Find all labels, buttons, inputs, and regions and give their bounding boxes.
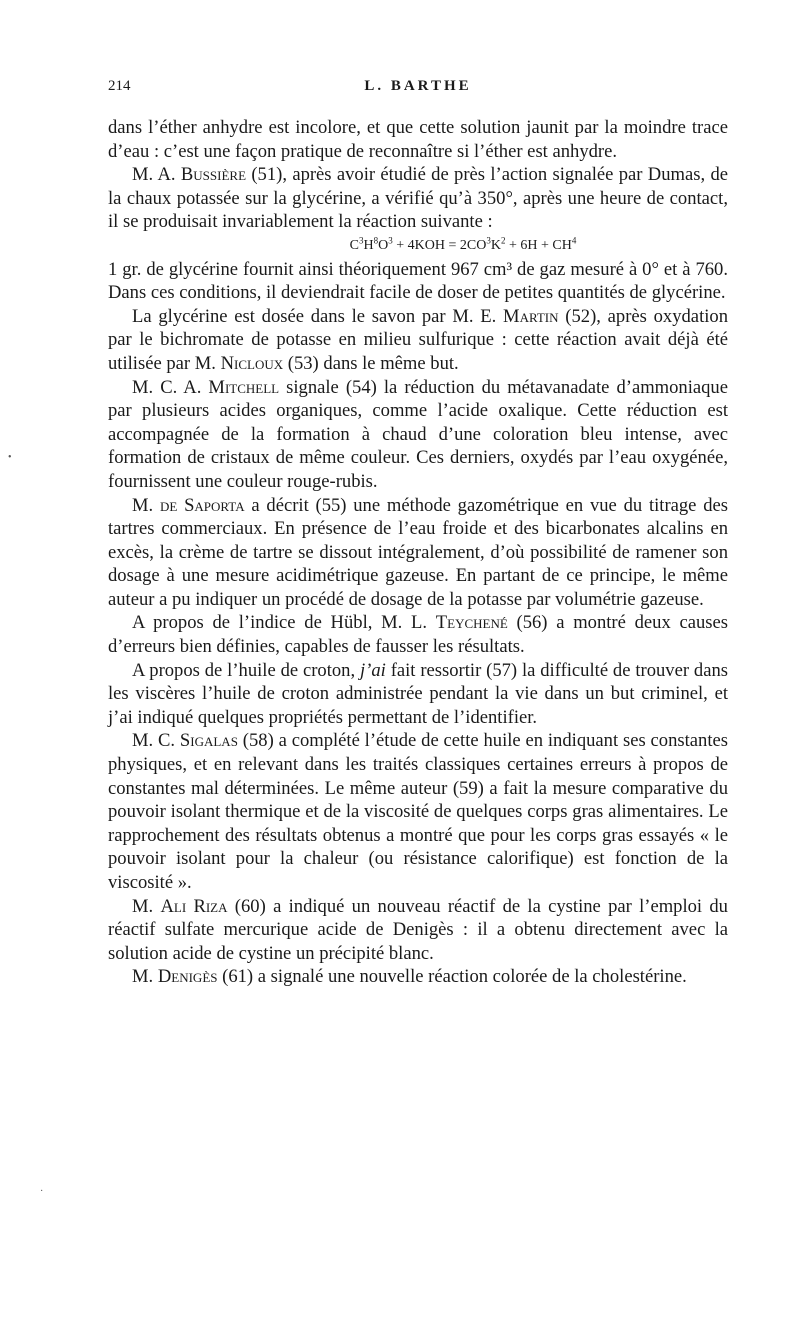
emphasis: j’ai: [360, 659, 386, 681]
author-name: Mitchell: [208, 376, 280, 398]
paragraph: La glycérine est dosée dans le savon par M. E. Martin (52), après oxydation par le bichromate de potasse en milieu sulfurique : cette réaction avait déjà été utilisée par M. Nicloux (53) dans le même but.: [108, 305, 728, 374]
author-name: Teychené: [435, 612, 508, 634]
paragraph: M. C. A. Mitchell signale (54) la réduction du métavanadate d’ammoniaque par plusieurs acides organiques, comme l’acide oxalique. Cette réduction est accompagnée de la formation à chaud d’une coloration bleu intense, avec formation de cristaux de même couleur. Ces derniers, oxydés par l’eau oxygénée, fournissent une couleur rouge-rubis.: [108, 376, 728, 492]
running-header-author: L. BARTHE: [364, 78, 472, 94]
author-name: Sigalas: [179, 730, 238, 752]
paragraph: 1 gr. de glycérine fournit ainsi théoriquement 967 cm³ de gaz mesuré à 0° et à 760. Dans ces conditions, il deviendrait facile de doser de petites quantités de glycérine.: [108, 258, 728, 304]
paragraph: M. A. Bussière (51), après avoir étudié de près l’action signalée par Dumas, de la chaux potassée sur la glycérine, a vérifié qu’à 350°, après une heure de contact, il se produisait invariablement la réaction suivante :: [108, 164, 728, 233]
paragraph: M. de Saporta a décrit (55) une méthode gazométrique en vue du titrage des tartres commerciaux. En présence de l’eau froide et des bicarbonates alcalins en excès, la crème de tartre se dissout intégralement, d’où possibilité de ramener son dosage à une mesure acidimétrique gazeuse. En partant de ce principe, le même auteur a pu indiquer un procédé de dosage de la potasse par volumétrie gazeuse.: [108, 494, 728, 610]
running-header: [108, 78, 728, 100]
author-name: Bussière: [180, 164, 247, 186]
paragraph: M. Ali Riza (60) a indiqué un nouveau réactif de la cystine par l’emploi du réactif sulfate mercurique acide de Denigès : il a obtenu directement avec la solution acide de cystine un précipité blanc.: [108, 895, 728, 964]
author-name: Ali Riza: [160, 895, 228, 917]
paragraph: A propos de l’huile de croton, j’ai fait ressortir (57) la difficulté de trouver dans les viscères l’huile de croton administrée pendant la vie dans un but criminel, et j’ai indiqué quelques propriétés permettant de l’identifier.: [108, 659, 728, 728]
chemical-equation: $C^3H^8O^3 + 4KOH = 2CO^3K^2 + 6H + CH^4$: [349, 235, 577, 253]
paragraph: dans l’éther anhydre est incolore, et que cette solution jaunit par la moindre trace d’eau : c’est une façon pratique de reconnaître si l’éther est anhydre.: [108, 117, 728, 162]
page-number: 214: [108, 78, 131, 94]
body-text: [108, 116, 728, 989]
paragraph: M. C. Sigalas (58) a complété l’étude de cette huile en indiquant ses constantes physiques, et en relevant dans les traités classiques certaines erreurs à propos de constantes mal déterminées. Le même auteur (59) a fait la mesure comparative du pouvoir isolant thermique et de la viscosité de quelques corps gras alimentaires. Le rapprochement des résultats obtenus a montré que pour les corps gras essayés « le pouvoir isolant pour la chaleur (ou résistance calorifique) est fonction de la viscosité ».: [108, 730, 728, 893]
paragraph: M. Denigès (61) a signalé une nouvelle réaction colorée de la cholestérine.: [132, 966, 687, 988]
author-name: de Saporta: [159, 494, 245, 516]
margin-speck: •: [8, 452, 12, 463]
margin-speck: ·: [40, 1186, 44, 1197]
author-name: Martin: [503, 305, 559, 327]
author-name: Nicloux: [220, 352, 284, 374]
paragraph: A propos de l’indice de Hübl, M. L. Teychené (56) a montré deux causes d’erreurs bien définies, capables de fausser les résultats.: [108, 612, 729, 658]
author-name: Denigès: [157, 966, 218, 988]
